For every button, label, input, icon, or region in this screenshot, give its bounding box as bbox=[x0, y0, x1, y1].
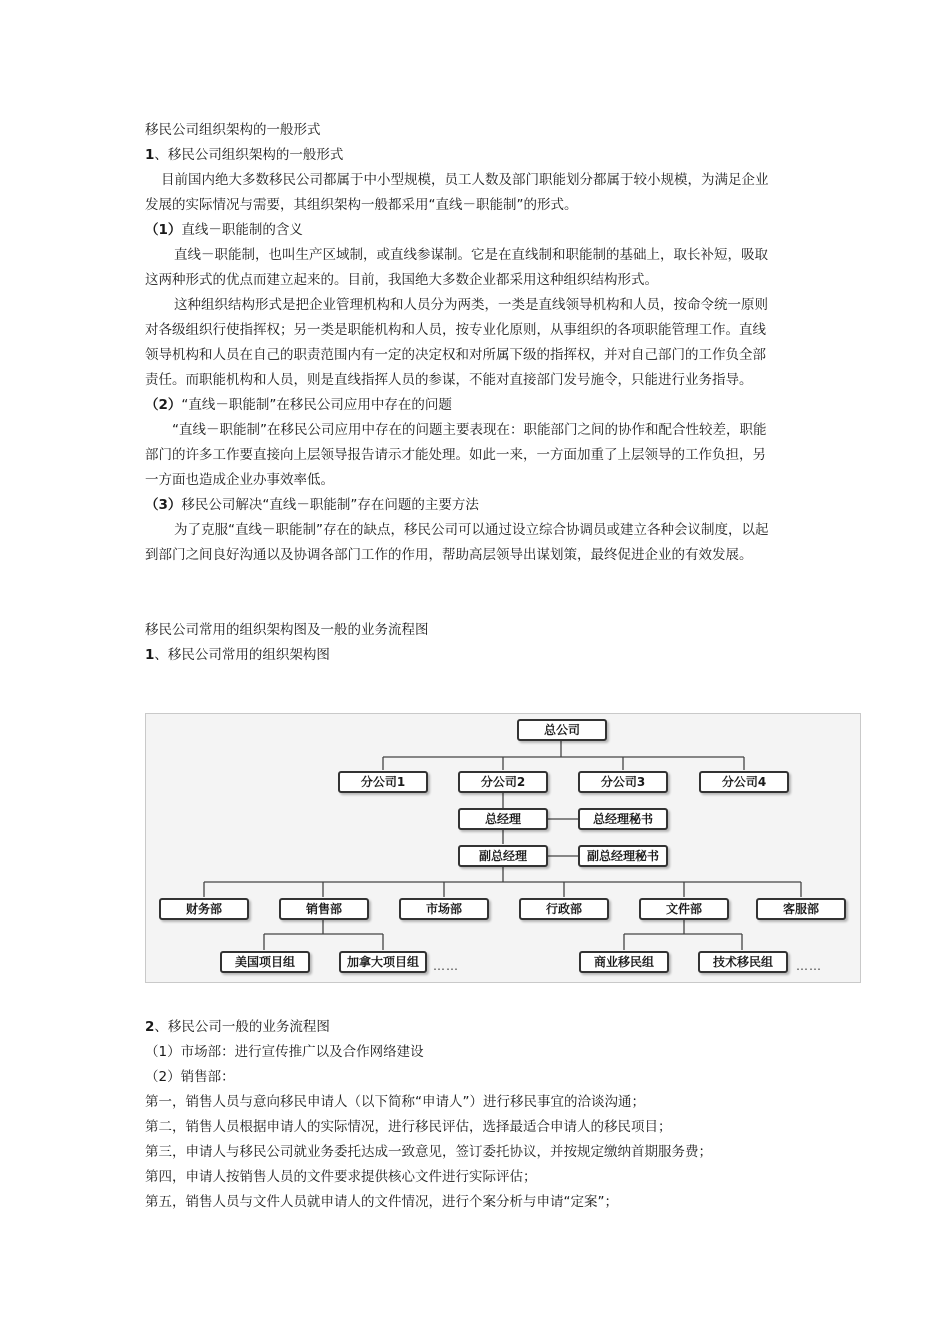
org-node-admin: 行政部 bbox=[519, 898, 609, 920]
org-node-gm-secretary: 总经理秘书 bbox=[578, 808, 668, 830]
paragraph-line: 直线－职能制，也叫生产区域制，或直线参谋制。它是在直线制和职能制的基础上，取长补短，吸取 bbox=[174, 247, 768, 263]
heading-text: 、移民公司常用的组织架构图 bbox=[154, 647, 330, 663]
subheading-text: 直线－职能制的含义 bbox=[181, 222, 303, 238]
org-node-root: 总公司 bbox=[517, 719, 607, 741]
paragraph-line: 发展的实际情况与需要，其组织架构一般都采用“直线－职能制”的形式。 bbox=[145, 197, 578, 213]
paragraph-line: 对各级组织行使指挥权；另一类是职能机构和人员，按专业化原则，从事组织的各项职能管理工作。直线 bbox=[145, 322, 766, 338]
list-item: （2）销售部： bbox=[145, 1069, 235, 1085]
paragraph-line: 领导机构和人员在自己的职责范围内有一定的决定权和对所属下级的指挥权，并对自己部门的工作负全部 bbox=[145, 347, 766, 363]
paragraph-line: 责任。而职能机构和人员，则是直线指挥人员的参谋，不能对直接部门发号施令，只能进行业务指导。 bbox=[145, 372, 753, 388]
subheading-text: 移民公司解决“直线－职能制”存在问题的主要方法 bbox=[181, 497, 479, 513]
org-node-skilled-immigration-group: 技术移民组 bbox=[698, 951, 788, 973]
org-node-customer-service: 客服部 bbox=[756, 898, 846, 920]
org-node-gm: 总经理 bbox=[458, 808, 548, 830]
section-heading bbox=[145, 1018, 330, 1036]
section-heading bbox=[145, 146, 343, 164]
subheading bbox=[145, 396, 452, 414]
paragraph-line: “直线－职能制”在移民公司应用中存在的问题主要表现在：职能部门之间的协作和配合性较差，职能 bbox=[172, 422, 767, 438]
org-node-branch-2: 分公司2 bbox=[458, 771, 548, 793]
heading-text: 、移民公司组织架构的一般形式 bbox=[154, 147, 344, 163]
paragraph-line: 这两种形式的优点而建立起来的。目前，我国绝大多数企业都采用这种组织结构形式。 bbox=[145, 272, 658, 288]
org-node-finance: 财务部 bbox=[159, 898, 249, 920]
subheading bbox=[145, 221, 303, 239]
section-title: 移民公司常用的组织架构图及一般的业务流程图 bbox=[145, 622, 429, 638]
paragraph-line: 目前国内绝大多数移民公司都属于中小型规模，员工人数及部门职能划分都属于较小规模，为满足企业 bbox=[161, 172, 769, 188]
subheading-number: （3） bbox=[145, 497, 182, 513]
paragraph-line: 部门的许多工作要直接向上层领导报告请示才能处理。如此一来，一方面加重了上层领导的工作负担，另 bbox=[145, 447, 766, 463]
subheading-number: （1） bbox=[145, 222, 182, 238]
org-ellipsis: …… bbox=[433, 959, 459, 973]
org-node-sales: 销售部 bbox=[279, 898, 369, 920]
list-item: 第一，销售人员与意向移民申请人（以下简称“申请人”）进行移民事宜的洽谈沟通； bbox=[145, 1094, 645, 1110]
heading-text: 、移民公司一般的业务流程图 bbox=[154, 1019, 330, 1035]
list-item: 第五，销售人员与文件人员就申请人的文件情况，进行个案分析与申请“定案”； bbox=[145, 1194, 618, 1210]
section-title: 移民公司组织架构的一般形式 bbox=[145, 122, 321, 138]
org-node-us-project-group: 美国项目组 bbox=[220, 951, 310, 973]
org-node-branch-4: 分公司4 bbox=[699, 771, 789, 793]
paragraph-line: 为了克服“直线－职能制”存在的缺点，移民公司可以通过设立综合协调员或建立各种会议制度，以起 bbox=[174, 522, 769, 538]
list-item: 第二，销售人员根据申请人的实际情况，进行移民评估，选择最适合申请人的移民项目； bbox=[145, 1119, 672, 1135]
org-node-business-immigration-group: 商业移民组 bbox=[579, 951, 669, 973]
org-node-vgm: 副总经理 bbox=[458, 845, 548, 867]
org-chart bbox=[145, 713, 861, 983]
subheading-number: （2） bbox=[145, 397, 182, 413]
org-node-branch-3: 分公司3 bbox=[578, 771, 668, 793]
list-item: （1）市场部：进行宣传推广以及合作网络建设 bbox=[145, 1044, 424, 1060]
paragraph-line: 一方面也造成企业办事效率低。 bbox=[145, 472, 334, 488]
org-node-branch-1: 分公司1 bbox=[338, 771, 428, 793]
paragraph-line: 到部门之间良好沟通以及协调各部门工作的作用，帮助高层领导出谋划策，最终促进企业的有效发展。 bbox=[145, 547, 753, 563]
subheading-text: “直线－职能制”在移民公司应用中存在的问题 bbox=[181, 397, 452, 413]
org-node-canada-project-group: 加拿大项目组 bbox=[339, 951, 427, 973]
heading-number: 2 bbox=[145, 1019, 155, 1035]
list-item: 第四，申请人按销售人员的文件要求提供核心文件进行实际评估； bbox=[145, 1169, 537, 1185]
heading-number: 1 bbox=[145, 647, 155, 663]
paragraph-line: 这种组织结构形式是把企业管理机构和人员分为两类，一类是直线领导机构和人员，按命令统一原则 bbox=[174, 297, 768, 313]
heading-number: 1 bbox=[145, 147, 155, 163]
org-node-marketing: 市场部 bbox=[399, 898, 489, 920]
list-item: 第三，申请人与移民公司就业务委托达成一致意见，签订委托协议，并按规定缴纳首期服务费； bbox=[145, 1144, 712, 1160]
org-node-vgm-secretary: 副总经理秘书 bbox=[578, 845, 668, 867]
org-node-documents: 文件部 bbox=[639, 898, 729, 920]
subheading bbox=[145, 496, 479, 514]
org-ellipsis: …… bbox=[796, 959, 822, 973]
section-heading bbox=[145, 646, 330, 664]
